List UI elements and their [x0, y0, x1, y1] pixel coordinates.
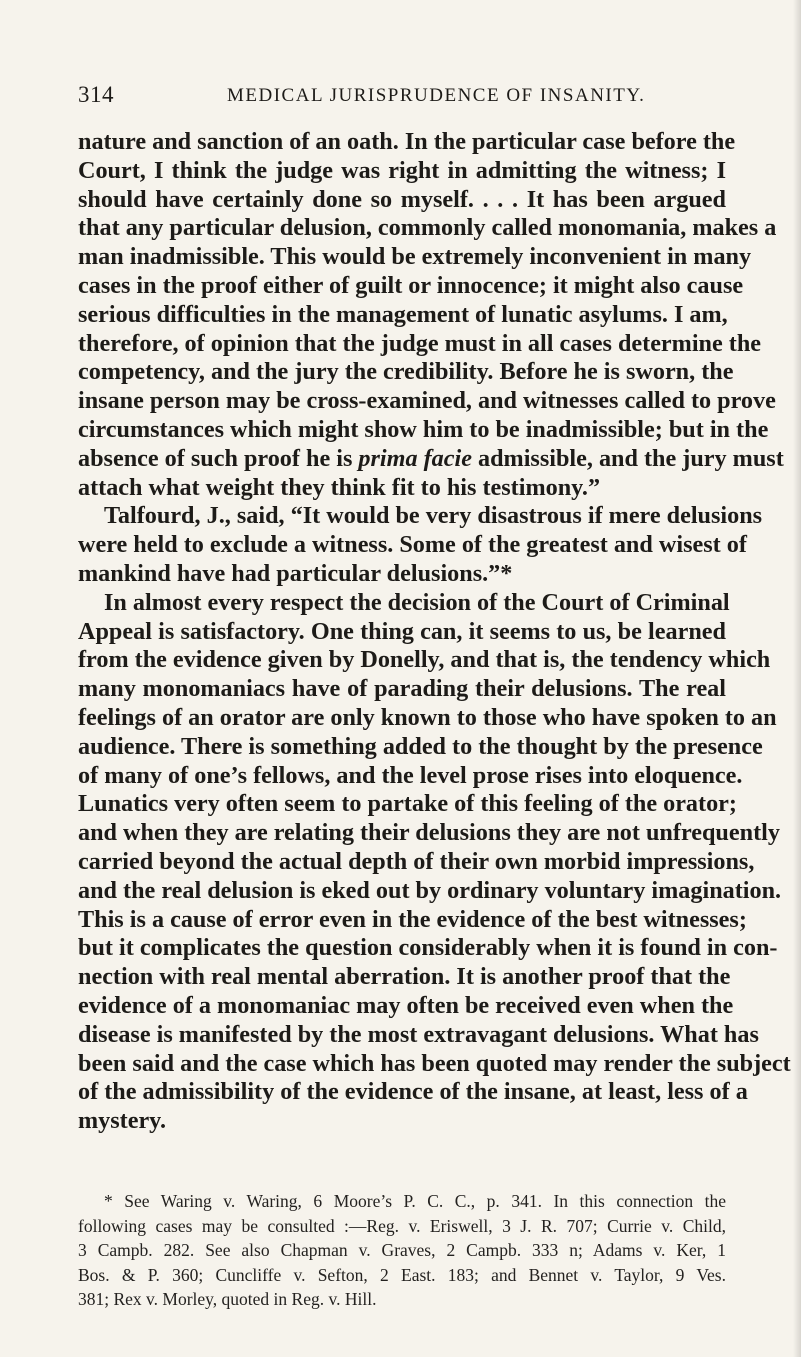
- paragraph-end-line: mankind have had particular delusions.”*: [78, 559, 513, 587]
- text-line: nature and sanction of an oath. In the particular case before the: [78, 128, 736, 155]
- footnote-line: 381; Rex v. Morley, quoted in Reg. v. Hill.: [78, 1289, 377, 1309]
- running-head: MEDICAL JURISPRUDENCE OF INSANITY.: [227, 85, 646, 106]
- text-line: Court, I think the judge was right in admitting the witness; I: [78, 156, 726, 184]
- text-segment: admissible, and the jury must: [471, 444, 784, 472]
- text-line: should have certainly done so myself. . . . It has been argued: [78, 185, 726, 213]
- body-text: [78, 128, 791, 1136]
- text-line: cases in the proof either of guilt or innocence; it might also cause: [78, 271, 744, 299]
- footnote-line: 3 Campb. 282. See also Chapman v. Graves, 2 Campb. 333 n; Adams v. Ker, 1: [78, 1240, 726, 1260]
- text-line: This is a cause of error even in the evidence of the best witnesses;: [78, 905, 747, 933]
- text-line: disease is manifested by the most extravagant delusions. What has: [78, 1020, 759, 1048]
- text-line: nection with real mental aberration. It is another proof that the: [78, 963, 731, 991]
- text-line: from the evidence given by Donelly, and that is, the tendency which: [78, 646, 771, 674]
- text-line: evidence of a monomaniac may often be received even when the: [78, 991, 734, 1019]
- text-line-with-italic: [78, 444, 784, 474]
- paragraph-first-line: In almost every respect the decision of the Court of Criminal: [104, 588, 730, 616]
- page-header: [78, 82, 722, 112]
- text-line: but it complicates the question considerably when it is found in con-: [78, 934, 778, 962]
- text-line: were held to exclude a witness. Some of the greatest and wisest of: [78, 531, 747, 559]
- text-line: that any particular delusion, commonly called monomania, makes a: [78, 214, 777, 242]
- text-line: been said and the case which has been quoted may render the subject: [78, 1049, 791, 1077]
- text-line: audience. There is something added to the thought by the presence: [78, 732, 763, 760]
- footnote-line: following cases may be consulted :—Reg. v. Eriswell, 3 J. R. 707; Currie v. Child,: [78, 1215, 726, 1236]
- text-line: of the admissibility of the evidence of the insane, at least, less of a: [78, 1078, 748, 1106]
- footnote-line: Bos. & P. 360; Cuncliffe v. Sefton, 2 East. 183; and Bennet v. Taylor, 9 Ves.: [78, 1264, 726, 1285]
- italic-phrase: prima facie: [358, 444, 472, 472]
- footnote: [78, 1189, 726, 1312]
- text-line: Lunatics very often seem to partake of this feeling of the orator;: [78, 790, 737, 818]
- page-edge-shadow: [793, 0, 801, 1357]
- text-line: feelings of an orator are only known to those who have spoken to an: [78, 703, 777, 731]
- text-line: serious difficulties in the management of lunatic asylums. I am,: [78, 300, 728, 328]
- text-line: and when they are relating their delusions they are not unfrequently: [78, 819, 780, 847]
- text-line: many monomaniacs have of parading their delusions. The real: [78, 675, 726, 703]
- text-line: therefore, of opinion that the judge must in all cases determine the: [78, 329, 762, 357]
- text-line: carried beyond the actual depth of their own morbid impressions,: [78, 847, 755, 875]
- paragraph-end-line: mystery.: [78, 1107, 166, 1135]
- paragraph-first-line: Talfourd, J., said, “It would be very disastrous if mere delusions: [104, 502, 763, 530]
- page-number: 314: [78, 82, 114, 107]
- text-line: insane person may be cross-examined, and witnesses called to prove: [78, 387, 776, 415]
- text-line: circumstances which might show him to be inadmissible; but in the: [78, 415, 769, 443]
- footnote-line: * See Waring v. Waring, 6 Moore’s P. C. C., p. 341. In this connection the: [104, 1191, 726, 1211]
- paragraph-end-line: attach what weight they think fit to his testimony.”: [78, 473, 601, 501]
- text-line: of many of one’s fellows, and the level prose rises into eloquence.: [78, 761, 743, 789]
- text-line: Appeal is satisfactory. One thing can, it seems to us, be learned: [78, 617, 726, 645]
- text-line: man inadmissible. This would be extremely inconvenient in many: [78, 243, 752, 271]
- text-line: competency, and the jury the credibility. Before he is sworn, the: [78, 358, 734, 386]
- text-segment: absence of such proof he is: [78, 444, 359, 472]
- text-line: and the real delusion is eked out by ordinary voluntary imagination.: [78, 876, 782, 904]
